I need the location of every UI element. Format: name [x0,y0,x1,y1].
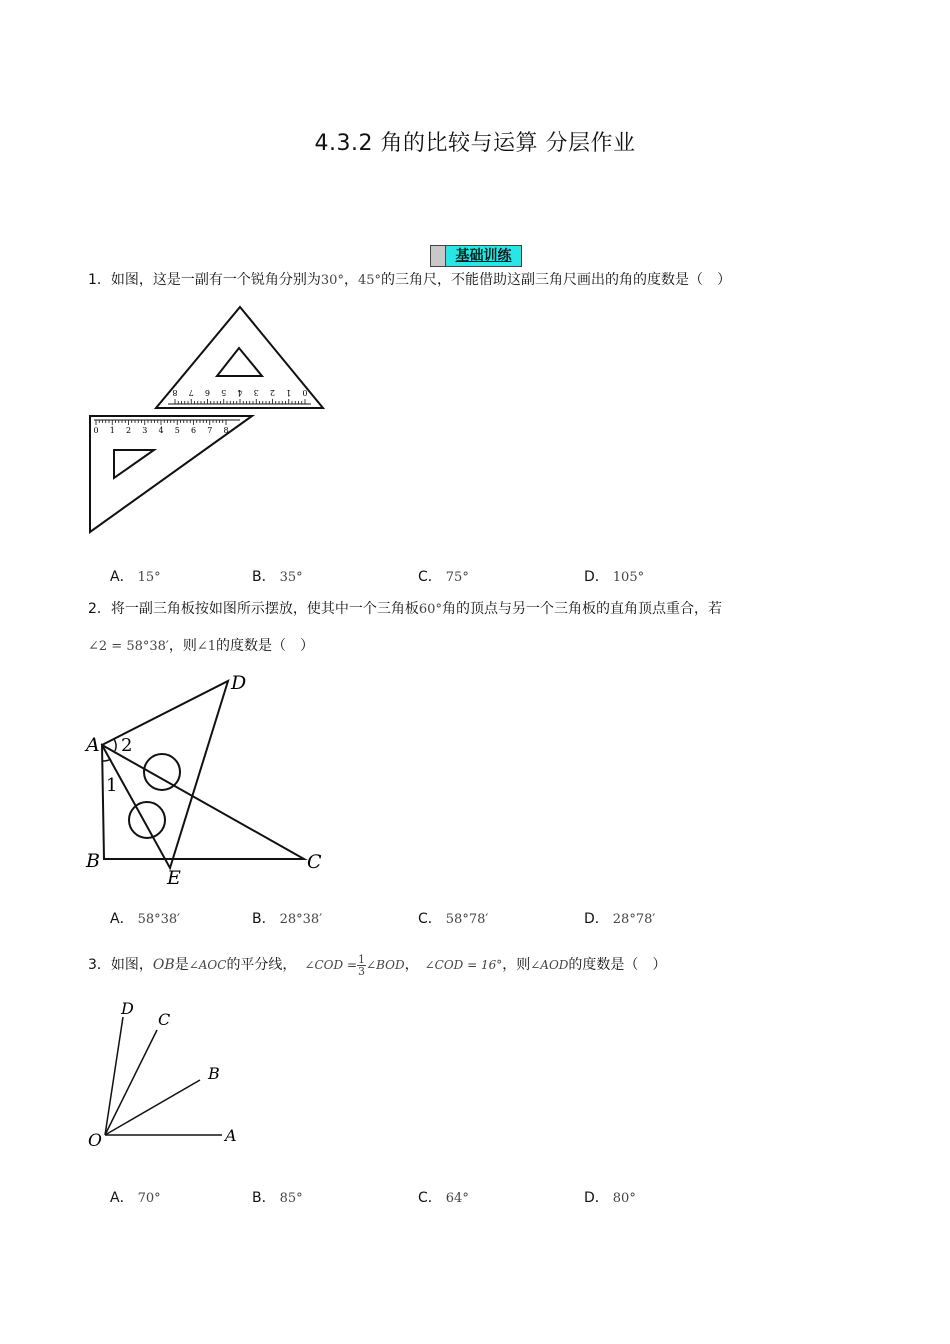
option-letter: A． [110,911,134,927]
q3-option-d[interactable] [584,1187,636,1207]
badge-label: 基础训练 [446,246,521,266]
q3-sep: ， [404,957,419,973]
q3-bisector: 的平分线， [226,957,297,973]
option-value: 80° [612,1191,636,1206]
point-label-b: B [208,1064,220,1083]
q1-angle-a: 30° [320,273,344,288]
upper-set-square-hole [217,348,262,376]
upper-ruler-ticks [175,399,305,404]
q3-aod: ∠AOD [530,958,569,972]
lower-ruler-numbers [93,426,228,435]
q2-triangles-figure [80,665,340,890]
q2-line2-mid: ，则 [168,638,197,654]
q2-option-b[interactable] [252,908,322,928]
lower-ruler-ticks [96,420,226,425]
option-letter: B． [252,569,276,585]
ruler-number: 1 [286,388,292,397]
point-label-c: C [158,1010,171,1029]
option-letter: C． [418,911,442,927]
question-1-stem [88,270,731,291]
q3-cod-lhs: ∠COD = [304,958,358,972]
question-2-stem-line-1 [88,599,722,620]
point-label-e: E [167,867,181,889]
triangle-hole-lower [129,802,165,838]
ruler-number: 4 [158,426,164,435]
q3-is: 是 [174,957,189,973]
ruler-number: 3 [142,426,148,435]
option-value: 75° [445,570,469,585]
option-letter: A． [110,1190,134,1206]
point-label-a: A [225,1126,237,1145]
q1-suffix: 的三角尺，不能借助这副三角尺画出的角的度数是（ ） [381,272,731,288]
q3-rays-figure [80,995,260,1150]
option-value: 58°78′ [445,912,489,927]
option-letter: B． [252,1190,276,1206]
q1-option-c[interactable] [418,566,469,586]
option-value: 85° [279,1191,303,1206]
option-value: 64° [445,1191,469,1206]
ruler-number: 5 [174,426,180,435]
question-3-stem [88,952,666,978]
q3-prefix: 3．如图， [88,957,153,973]
page-title: 4.3.2 角的比较与运算 分层作业 [314,131,636,156]
q3-cod-value: ∠COD = 16° [424,958,503,972]
q3-option-b[interactable] [252,1187,303,1207]
q3-fraction [357,954,366,977]
q2-target-angle: ∠1 [196,639,217,654]
q2-option-a[interactable] [110,908,180,928]
ruler-number: 8 [223,426,229,435]
q3-option-a[interactable] [110,1187,161,1207]
q3-ob: OB [152,957,175,973]
ruler-number: 7 [207,426,213,435]
q1-option-d[interactable] [584,566,644,586]
q2-option-c[interactable] [418,908,488,928]
ruler-number: 4 [237,388,243,397]
q1-prefix: 1．如图，这是一副有一个锐角分别为 [88,272,321,288]
q1-option-a[interactable] [110,566,161,586]
badge-marker [431,246,446,266]
option-letter: D． [584,1190,609,1206]
point-label-d: D [231,672,247,694]
angle-label-2: 2 [121,735,133,756]
ruler-number: 5 [221,388,227,397]
q1-set-squares-figure [80,300,340,540]
option-letter: D． [584,569,609,585]
ruler-number: 6 [190,426,197,435]
ruler-number: 8 [172,388,178,397]
ruler-number: 1 [109,426,115,435]
q1-sep: ， [343,272,358,288]
ruler-number: 0 [93,426,99,435]
option-value: 70° [137,1191,161,1206]
q2-given-angle: ∠2 = 58°38′ [88,639,169,654]
lower-set-square-hole [114,450,154,478]
q3-bod: ∠BOD [366,958,405,972]
point-label-a: A [86,734,100,756]
q2-angle-60: 60° [418,602,442,617]
ruler-number: 3 [253,388,259,397]
ruler-number: 2 [125,426,132,435]
option-letter: A． [110,569,134,585]
option-value: 35° [279,570,303,585]
ruler-number: 0 [302,388,308,397]
option-letter: C． [418,569,442,585]
upper-ruler-numbers [172,388,307,397]
point-label-c: C [307,851,322,873]
triangle-ade [102,681,228,868]
q2-line1-suffix: 角的顶点与另一个三角板的直角顶点重合，若 [441,601,722,617]
option-letter: B． [252,911,276,927]
option-letter: D． [584,911,609,927]
ruler-number: 2 [269,388,276,397]
q3-option-c[interactable] [418,1187,469,1207]
option-value: 28°38′ [279,912,323,927]
option-value: 105° [612,570,645,585]
q3-then: ，则 [502,957,531,973]
option-value: 58°38′ [137,912,181,927]
fraction-denominator: 3 [358,964,366,978]
angle-2-arc [114,739,116,751]
q1-angle-b: 45° [357,273,381,288]
ruler-number: 6 [204,388,211,397]
question-2-stem-line-2 [88,636,314,657]
option-value: 15° [137,570,161,585]
q3-suffix: 的度数是（ ） [568,957,667,973]
q3-aoc: ∠AOC [188,958,227,972]
angle-label-1: 1 [106,775,118,796]
q2-line2-suffix: 的度数是（ ） [216,638,315,654]
q2-option-d[interactable] [584,908,655,928]
option-value: 28°78′ [612,912,656,927]
point-label-o: O [88,1131,102,1150]
q2-line1-prefix: 2．将一副三角板按如图所示摆放，使其中一个三角板 [88,601,419,617]
option-letter: C． [418,1190,442,1206]
point-label-b: B [86,850,100,872]
fraction-numerator: 1 [358,952,366,966]
ruler-number: 7 [188,388,194,397]
q1-option-b[interactable] [252,566,303,586]
section-badge [430,245,522,267]
point-label-d: D [121,999,134,1018]
